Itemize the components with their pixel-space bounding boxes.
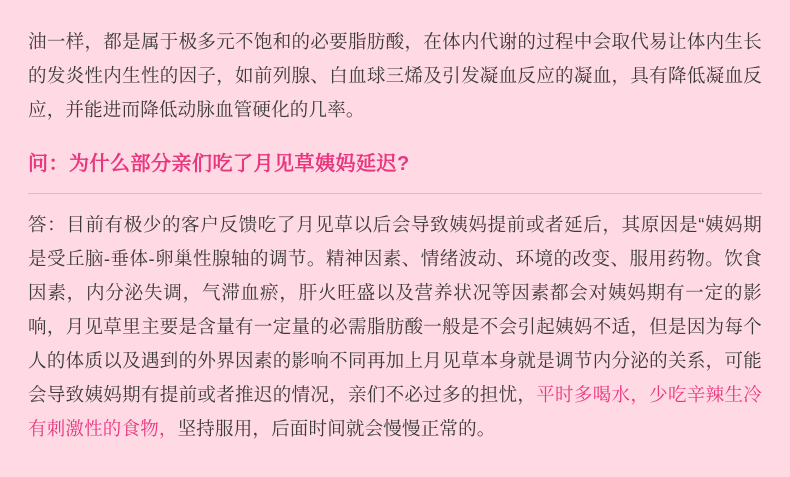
- faq-page: [0, 19, 790, 477]
- answer-highlight-text: 平时多喝水，少吃辛辣生冷有刺激性的食物，: [28, 383, 762, 439]
- answer-text-part2: 坚持服用，后面时间就会慢慢正常的。: [177, 417, 496, 439]
- heading-divider: [28, 193, 762, 194]
- answer-text-part1: 答：目前有极少的客户反馈吃了月见草以后会导致姨妈提前或者延后，其原因是“姨妈期是受丘脑-垂体-卵巢性腺轴的调节。精神因素、情绪波动、环境的改变、服用药物。饮食因素，内分泌失调，气滞血瘀，肝火旺盛以及营养状况等因素都会对姨妈期有一定的影响，月见草里主要是含量有一定量的必需脂肪酸一般是不会引起姨妈不适，但是因为每个人的体质以及遇到的外界因素的影响不同再加上月见草本身就是调节内分泌的关系，可能会导致姨妈期有提前或者推迟的情况，亲们不必过多的担忧，: [28, 213, 762, 405]
- intro-paragraph: 油一样，都是属于极多元不饱和的必要脂肪酸，在体内代谢的过程中会取代易让体内生长的发炎性内生性的因子，如前列腺、白血球三烯及引发凝血反应的凝血，具有降低凝血反应，并能进而降低动脉血管硬化的几率。: [28, 30, 762, 120]
- question-heading: 问：为什么部分亲们吃了月见草姨妈延迟?: [28, 152, 410, 175]
- answer-paragraph: [28, 208, 762, 446]
